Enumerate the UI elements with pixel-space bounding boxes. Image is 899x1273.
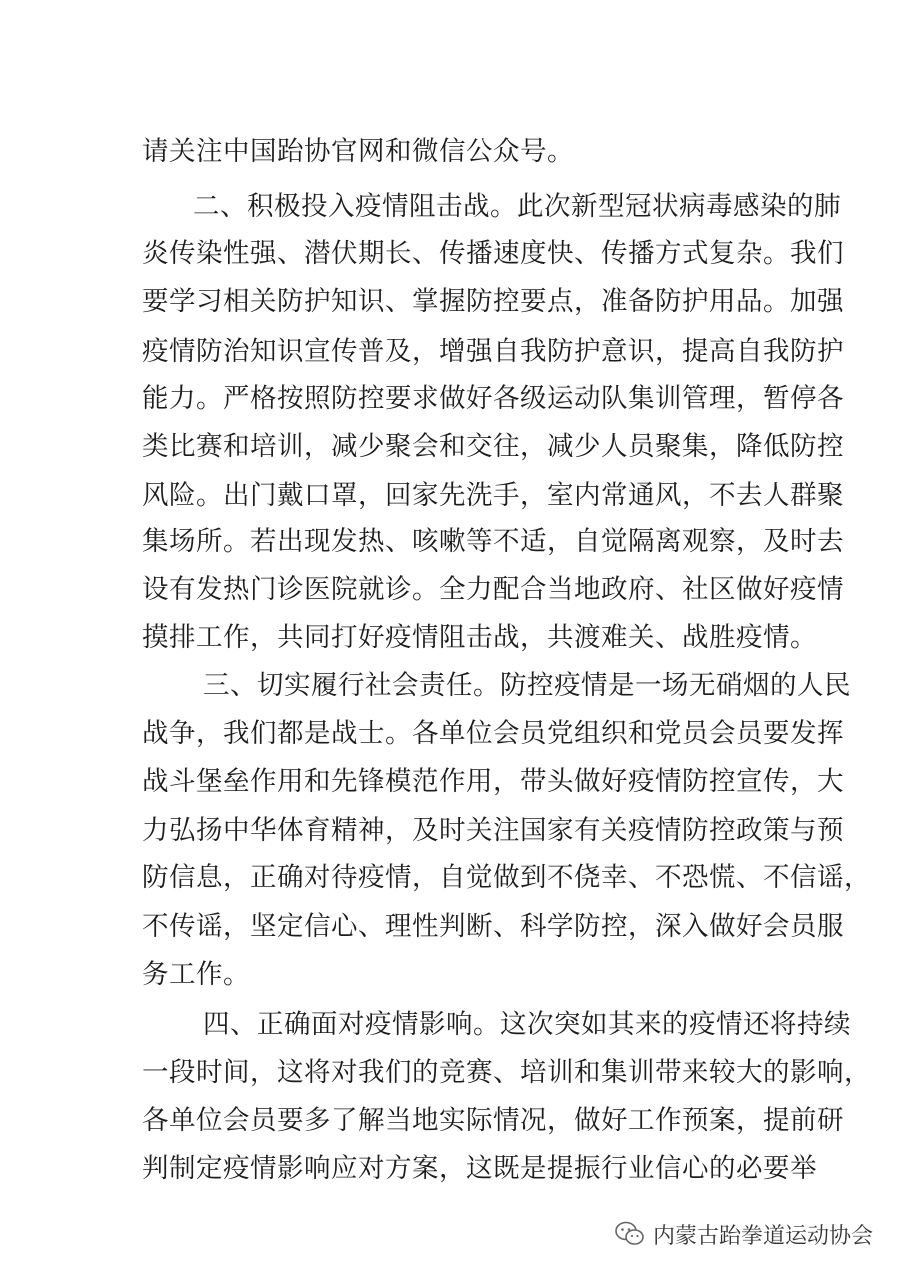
text-line: 力弘扬中华体育精神，及时关注国家有关疫情防控政策与预 [142,815,844,846]
text-line: 战斗堡垒作用和先锋模范作用，带头做好疫情防控宣传，大 [142,766,844,797]
text-line: 防信息，正确对待疫情，自觉做到不侥幸、不恐慌、不信谣， [142,862,871,893]
text-line: 能力。严格按照防控要求做好各级运动队集训管理，暂停各 [142,383,844,414]
text-line: 摸排工作，共同打好疫情阻击战，共渡难关、战胜疫情。 [142,622,817,653]
text-line: 请关注中国跆协官网和微信公众号。 [142,136,574,167]
wechat-icon [615,1221,645,1247]
text-line: 风险。出门戴口罩，回家先洗手，室内常通风，不去人群聚 [142,480,844,511]
text-line: 疫情防治知识宣传普及，增强自我防护意识，提高自我防护 [142,336,844,367]
text-line: 不传谣，坚定信心、理性判断、科学防控，深入做好会员服 [142,911,844,942]
text-line: 二、积极投入疫情阻击战。此次新型冠状病毒感染的肺 [166,191,841,222]
text-line: 各单位会员要多了解当地实际情况，做好工作预案，提前研 [142,1105,844,1136]
wechat-watermark [615,1216,873,1252]
text-line: 集场所。若出现发热、咳嗽等不适，自觉隔离观察，及时去 [142,526,844,557]
text-line: 类比赛和培训，减少聚会和交往，减少人员聚集，降低防控 [142,431,844,462]
text-line: 要学习相关防护知识、掌握防控要点，准备防护用品。加强 [142,286,844,317]
text-line: 务工作。 [142,959,250,990]
text-line: 四、正确面对疫情影响。这次突如其来的疫情还将持续 [176,1009,851,1040]
text-line: 三、切实履行社会责任。防控疫情是一场无硝烟的人民 [176,670,851,701]
text-line: 战争，我们都是战士。各单位会员党组织和党员会员要发挥 [142,718,844,749]
text-line: 一段时间，这将对我们的竞赛、培训和集训带来较大的影响， [142,1057,871,1088]
text-line: 设有发热门诊医院就诊。全力配合当地政府、社区做好疫情 [142,574,844,605]
watermark-text: 内蒙古跆拳道运动协会 [652,1223,873,1249]
text-line: 判制定疫情影响应对方案，这既是提振行业信心的必要举 [142,1153,817,1184]
text-line: 炎传染性强、潜伏期长、传播速度快、传播方式复杂。我们 [142,238,844,269]
